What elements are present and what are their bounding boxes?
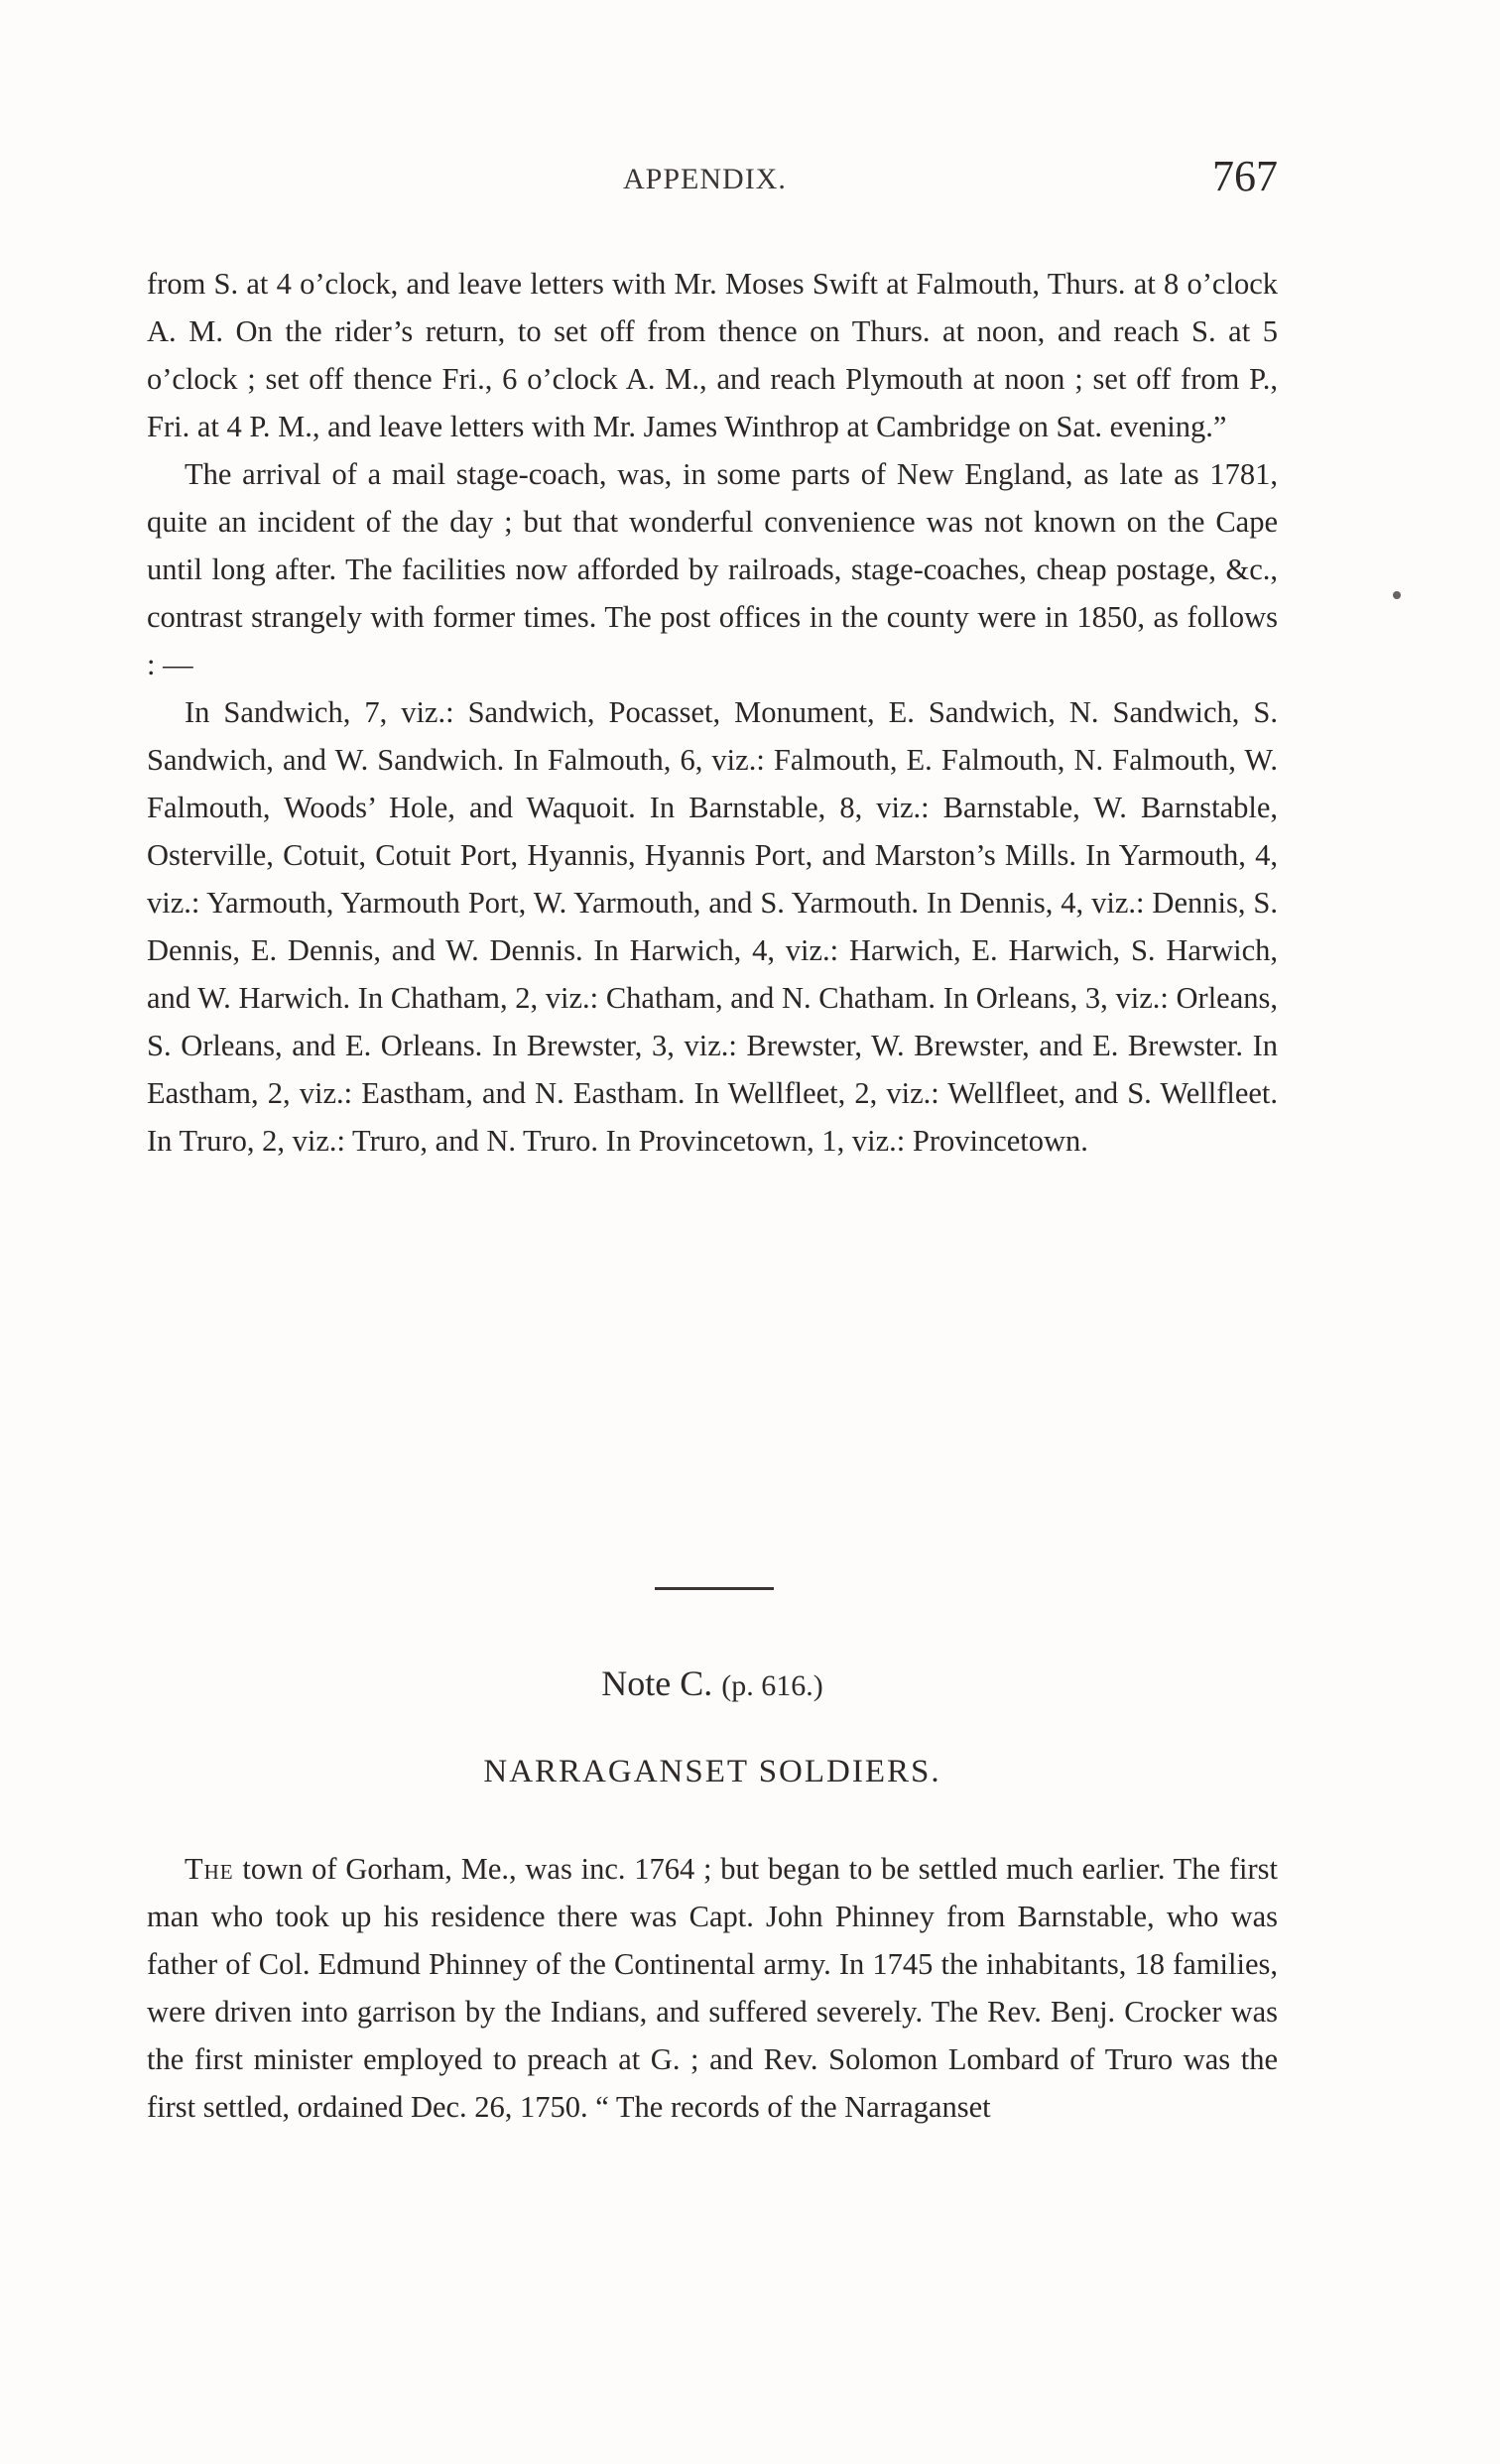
ink-speck [1393, 591, 1401, 599]
running-title: APPENDIX. [623, 163, 787, 195]
body-text [147, 260, 1278, 1165]
paragraph-gorham-text: town of Gorham, Me., was inc. 1764 ; but began to be settled much earlier. The first man who took up his residence there was Capt. John Phinney from Barnstable, who was father of Col. Edmund Phinney of the Continental army. In 1745 the inhabitants, 18 families, were driven into garrison by the Indians, and suffered severely. The Rev. Benj. Crocker was the first minister employed to preach at G. ; and Rev. Solomon Lombard of Truro was the first settled, ordained Dec. 26, 1750. “ The records of the Narraganset [147, 1852, 1278, 2124]
lead-word: The [185, 1852, 234, 1886]
note-label: Note C. [601, 1663, 713, 1703]
note-page-reference: (p. 616.) [721, 1669, 823, 1702]
note-text [147, 1845, 1278, 2131]
paragraph-gorham [147, 1845, 1278, 2131]
section-title: NARRAGANSET SOLDIERS. [483, 1754, 941, 1789]
paragraph-post-offices: In Sandwich, 7, viz.: Sandwich, Pocasset, Monument, E. Sandwich, N. Sandwich, S. Sandwich, and W. Sandwich. In Falmouth, 6, viz.: Falmouth, E. Falmouth, N. Falmouth, W. Falmouth, Woods’ Hole, and Waquoit. In Barnstable, 8, viz.: Barnstable, W. Barnstable, Osterville, Cotuit, Cotuit Port, Hyannis, Hyannis Port, and Marston’s Mills. In Yarmouth, 4, viz.: Yarmouth, Yarmouth Port, W. Yarmouth, and S. Yarmouth. In Dennis, 4, viz.: Dennis, S. Dennis, E. Dennis, and W. Dennis. In Harwich, 4, viz.: Harwich, E. Harwich, S. Harwich, and W. Harwich. In Chatham, 2, viz.: Chatham, and N. Chatham. In Orleans, 3, viz.: Orleans, S. Orleans, and E. Orleans. In Brewster, 3, viz.: Brewster, W. Brewster, and E. Brewster. In Eastham, 2, viz.: Eastham, and N. Eastham. In Wellfleet, 2, viz.: Wellfleet, and S. Wellfleet. In Truro, 2, viz.: Truro, and N. Truro. In Provincetown, 1, viz.: Provincetown. [147, 695, 1278, 1158]
page-number: 767 [1212, 152, 1278, 200]
section-divider [655, 1587, 774, 1590]
paragraph-continuation: from S. at 4 o’clock, and leave letters with Mr. Moses Swift at Falmouth, Thurs. at 8 o’clock A. M. On the rider’s return, to set off from thence on Thurs. at noon, and reach S. at 5 o’clock ; set off thence Fri., 6 o’clock A. M., and reach Plymouth at noon ; set off from P., Fri. at 4 P. M., and leave letters with Mr. James Winthrop at Cambridge on Sat. evening.” [147, 267, 1278, 443]
running-head [147, 152, 1278, 206]
paragraph-mail-stage: The arrival of a mail stage-coach, was, in some parts of New England, as late as 1781, quite an incident of the day ; but that wonderful convenience was not known on the Cape until long after. The facilities now afforded by railroads, stage-coaches, cheap postage, &c., contrast strangely with former times. The post offices in the county were in 1850, as follows : — [147, 457, 1278, 681]
note-heading [147, 1663, 1278, 1704]
